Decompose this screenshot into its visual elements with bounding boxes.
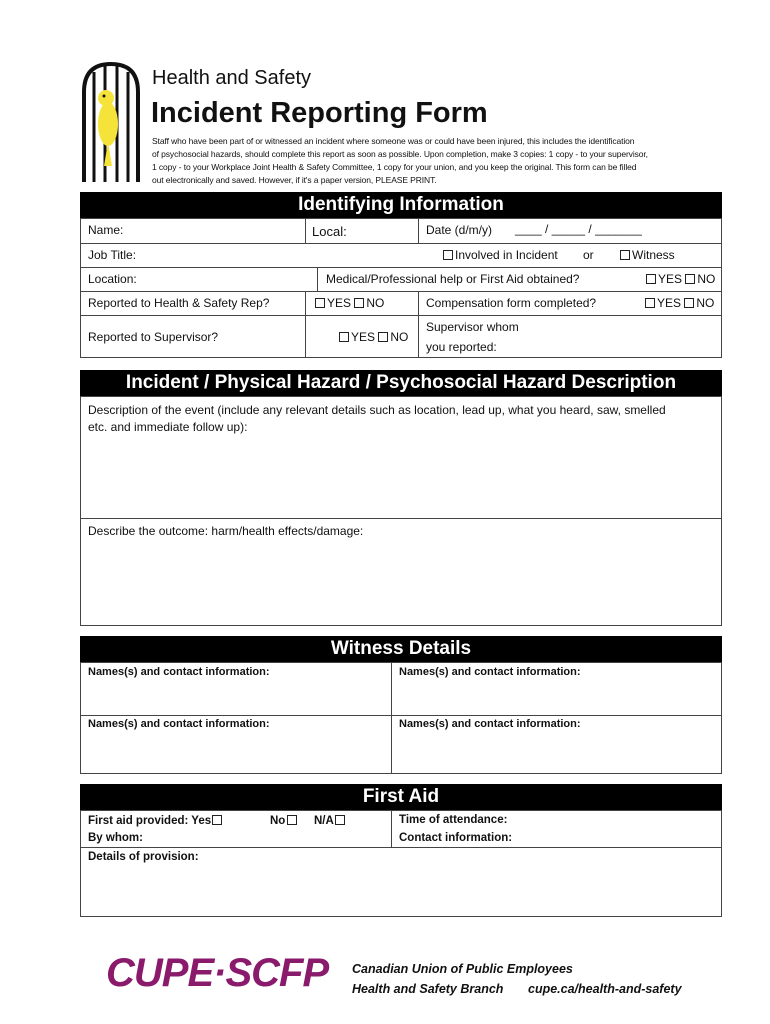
checkbox-icon[interactable] [443, 250, 453, 260]
checkbox-icon[interactable] [378, 332, 388, 342]
first-aid-heading: First Aid [80, 784, 722, 810]
intro-text-line: 1 copy - to your Workplace Joint Health & Safety Committee, 1 copy for your union, and you keep the original. This form can be filled [152, 162, 637, 172]
checkbox-icon[interactable] [339, 332, 349, 342]
details-of-provision-field[interactable]: Details of provision: [88, 851, 199, 863]
incident-heading: Incident / Physical Hazard / Psychosocial Hazard Description [80, 370, 722, 396]
reported-hs-options[interactable]: YES NO [315, 297, 384, 309]
supervisor-whom-field[interactable]: Supervisor whom [426, 320, 519, 334]
description-label: Description of the event (include any relevant details such as location, lead up, what you heard, saw, smelled [88, 403, 666, 417]
form-subtitle: Health and Safety [152, 67, 311, 89]
checkbox-icon[interactable] [354, 298, 364, 308]
form-title: Incident Reporting Form [151, 97, 488, 129]
witness-contact-field-2[interactable]: Names(s) and contact information: [399, 666, 581, 678]
first-aid-no-option[interactable]: No [270, 815, 299, 828]
identifying-info-heading: Identifying Information [80, 192, 722, 218]
first-aid-contact-field[interactable]: Contact information: [399, 832, 513, 844]
reported-sup-options[interactable]: YES NO [339, 331, 408, 343]
date-label: Date (d/m/y) [426, 223, 493, 237]
witness-contact-field-4[interactable]: Names(s) and contact information: [399, 718, 581, 730]
date-field[interactable]: ____ / _____ / _______ [515, 222, 642, 236]
compensation-options[interactable]: YES NO [645, 297, 714, 309]
witness-heading: Witness Details [80, 636, 722, 662]
first-aid-na-option[interactable]: N/A [314, 815, 347, 828]
checkbox-icon[interactable] [315, 298, 325, 308]
intro-text-line: Staff who have been part of or witnessed an incident where someone was or could have been injured, this includes the identification [152, 136, 635, 146]
name-field[interactable]: Name: [88, 223, 124, 237]
checkbox-icon[interactable] [212, 815, 222, 825]
medical-help-label: Medical/Professional help or First Aid obtained? [326, 272, 580, 286]
outcome-label: Describe the outcome: harm/health effects/damage: [88, 524, 364, 538]
job-title-field[interactable]: Job Title: [88, 248, 137, 262]
branch-name: Health and Safety Branch [352, 982, 504, 996]
reported-hs-label: Reported to Health & Safety Rep? [88, 296, 270, 310]
medical-help-options[interactable]: YES NO [646, 273, 715, 285]
footer-url[interactable]: cupe.ca/health-and-safety [528, 982, 682, 996]
or-label: or [583, 248, 594, 262]
by-whom-field[interactable]: By whom: [88, 832, 143, 844]
witness-option[interactable]: Witness [620, 249, 675, 261]
reported-sup-label: Reported to Supervisor? [88, 330, 219, 344]
cupe-logo: CUPE·SCFP [106, 951, 329, 995]
canary-in-cage-icon [80, 62, 142, 184]
checkbox-icon[interactable] [620, 250, 630, 260]
checkbox-icon[interactable] [287, 815, 297, 825]
witness-contact-field-3[interactable]: Names(s) and contact information: [88, 718, 270, 730]
checkbox-icon[interactable] [684, 298, 694, 308]
org-name: Canadian Union of Public Employees [352, 962, 573, 976]
first-aid-provided-options[interactable]: First aid provided: Yes [88, 815, 224, 828]
intro-text-line: out electronically and saved. However, if it's a paper version, PLEASE PRINT. [152, 175, 437, 185]
checkbox-icon[interactable] [645, 298, 655, 308]
local-field[interactable]: Local: [312, 224, 347, 239]
location-field[interactable]: Location: [88, 272, 137, 286]
supervisor-whom-field-line2: you reported: [426, 340, 497, 354]
description-label-line2: etc. and immediate follow up): [88, 420, 248, 434]
checkbox-icon[interactable] [335, 815, 345, 825]
intro-text-line: of psychosocial hazards, should complete this report as soon as possible. Upon completion, make 3 copies: 1 copy - to your supervisor, [152, 149, 648, 159]
time-of-attendance-field[interactable]: Time of attendance: [399, 814, 508, 826]
witness-contact-field-1[interactable]: Names(s) and contact information: [88, 666, 270, 678]
involved-option[interactable]: Involved in Incident [443, 249, 558, 261]
checkbox-icon[interactable] [685, 274, 695, 284]
checkbox-icon[interactable] [646, 274, 656, 284]
compensation-label: Compensation form completed? [426, 296, 597, 310]
